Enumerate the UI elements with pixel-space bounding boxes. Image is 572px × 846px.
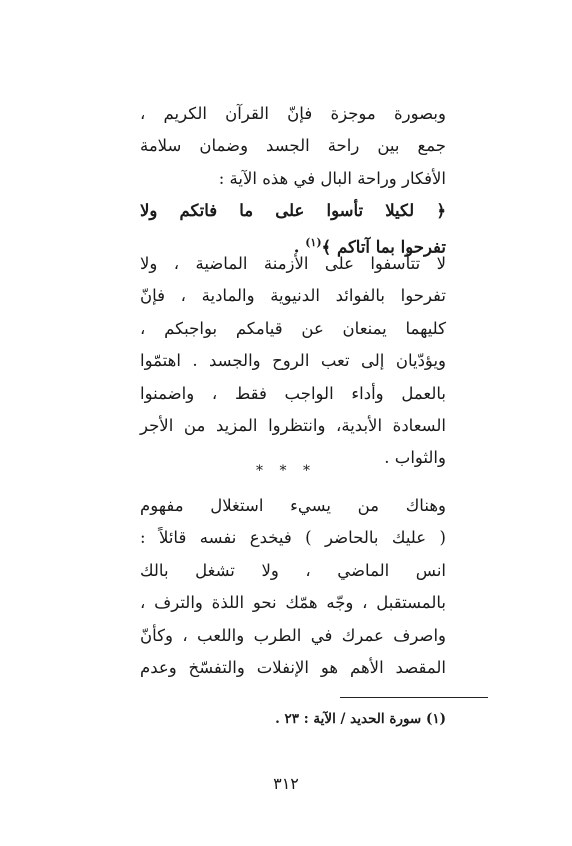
verse-text: تفرحوا بما آتاكم ﴾ [321, 237, 446, 257]
footnote-divider [340, 697, 488, 698]
text-line: المقصد الأهم هو الإنفلات والتفسّخ وعدم [140, 658, 446, 678]
section-separator: * * * [256, 463, 316, 479]
verse-end-punct: . [293, 237, 306, 257]
text-line: لا تتأسفوا على الأزمنة الماضية ، ولا [140, 254, 446, 273]
verse-line: ﴿ لكيلا تأسوا على ما فاتكم ولا [140, 201, 446, 220]
text-line: واصرف عمرك في الطرب واللعب ، وكأنّ [140, 625, 446, 645]
text-line: والثواب . [384, 448, 446, 468]
paragraph-misuse [140, 490, 446, 684]
footnote-reference: (١) [305, 236, 322, 250]
text-line: انس الماضي ، ولا تشغل بالك [140, 560, 446, 580]
text-line: ( عليك بالحاضر ) فيخدع نفسه قائلاً : [140, 528, 446, 548]
paragraph-intro [140, 98, 446, 195]
text-line: بالعمل وأداء الواجب فقط ، واضمنوا [140, 383, 446, 403]
text-line: وبصورة موجزة فإنّ القرآن الكريم ، [140, 104, 446, 123]
page-number: ٣١٢ [273, 774, 299, 793]
text-line: الأفكار وراحة البال في هذه الآية : [218, 168, 446, 188]
text-line: بالمستقبل ، وجّه همّك نحو اللذة والترف ، [140, 593, 446, 613]
text-line: ويؤدّيان إلى تعب الروح والجسد . اهتمّوا [140, 351, 446, 371]
text-line: كليهما يمنعان عن قيامكم بواجبكم ، [140, 318, 446, 338]
text-line: تفرحوا بالفوائد الدنيوية والمادية ، فإنّ [140, 286, 446, 306]
text-line: وهناك من يسيء استغلال مفهوم [140, 496, 446, 515]
text-line: السعادة الأبدية، وانتظروا المزيد من الأجر [140, 416, 446, 436]
footnote: (١) سورة الحديد / الآية : ٢٣ . [275, 711, 446, 727]
paragraph-explanation [140, 248, 446, 475]
text-line: جمع بين راحة الجسد وضمان سلامة [140, 136, 446, 156]
